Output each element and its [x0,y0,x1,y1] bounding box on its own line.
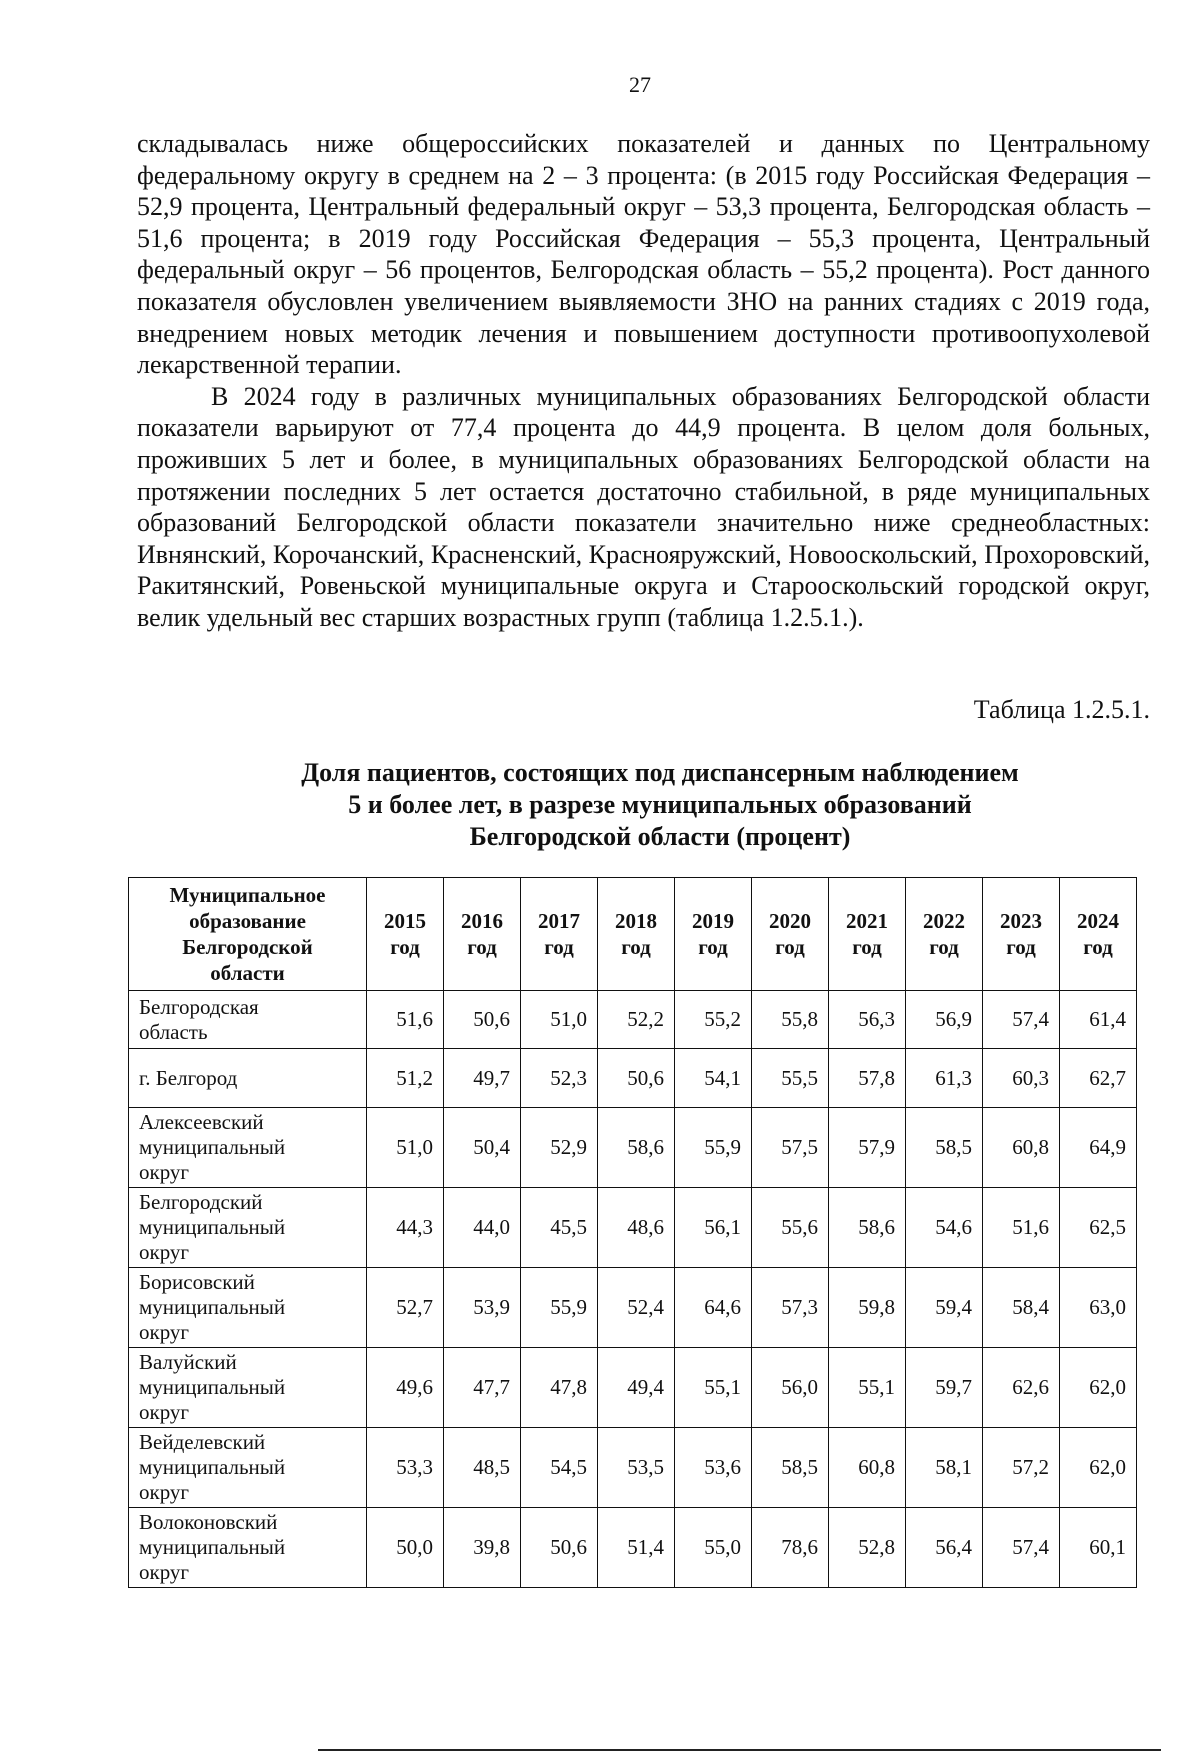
cell-value: 59,7 [906,1348,983,1428]
cell-value: 58,5 [906,1108,983,1188]
cell-value: 53,6 [675,1428,752,1508]
cell-value: 57,2 [983,1428,1060,1508]
header-year: 2019 год [675,878,752,991]
table-row [129,1268,1137,1348]
row-name: Волоконовский муниципальный округ [129,1508,367,1588]
cell-value: 47,8 [521,1348,598,1428]
cell-value: 62,7 [1060,1049,1137,1108]
cell-value: 50,6 [598,1049,675,1108]
cell-value: 58,6 [829,1188,906,1268]
cell-value: 56,0 [752,1348,829,1428]
table-row [129,1049,1137,1108]
header-year: 2017 год [521,878,598,991]
cell-value: 55,6 [752,1188,829,1268]
cell-value: 44,0 [444,1188,521,1268]
cell-value: 52,9 [521,1108,598,1188]
cell-value: 50,0 [367,1508,444,1588]
cell-value: 53,9 [444,1268,521,1348]
cell-value: 54,1 [675,1049,752,1108]
cell-value: 51,2 [367,1049,444,1108]
cell-value: 63,0 [1060,1268,1137,1348]
cell-value: 62,5 [1060,1188,1137,1268]
table-row [129,1188,1137,1268]
cell-value: 53,5 [598,1428,675,1508]
cell-value: 52,7 [367,1268,444,1348]
cell-value: 59,8 [829,1268,906,1348]
table-header-row [129,878,1137,991]
table-title-line: 5 и более лет, в разрезе муниципальных образований [348,790,972,819]
cell-value: 58,1 [906,1428,983,1508]
table-title-line: Белгородской области (процент) [469,822,851,851]
cell-value: 59,4 [906,1268,983,1348]
row-name: Белгородская область [129,991,367,1049]
page-number: 27 [629,72,651,97]
cell-value: 56,9 [906,991,983,1049]
cell-value: 52,8 [829,1508,906,1588]
cell-value: 55,8 [752,991,829,1049]
row-name: Борисовский муниципальный округ [129,1268,367,1348]
header-year: 2016 год [444,878,521,991]
cell-value: 60,8 [829,1428,906,1508]
header-year: 2015 год [367,878,444,991]
header-year: 2020 год [752,878,829,991]
cell-value: 58,5 [752,1428,829,1508]
paragraph: В 2024 году в различных муниципальных образованиях Белгородской области показатели варьируют от 77,4 процента до 44,9 процента. В целом доля больных, проживших 5 лет и более, в муниципальных образованиях Белгородской области на протяжении последних 5 лет остается достаточно стабильной, в ряде муниципальных образований Белгородской области показатели значительно ниже среднеобластных: Ивнянский, Корочанский, Красненский, Краснояружский, Новооскольский, Прохоровский, Ракитянский, Ровеньской муниципальные округа и Старооскольский городской округ, велик удельный вес старших возрастных групп (таблица 1.2.5.1.). [137,381,1150,632]
row-name: Алексеевский муниципальный округ [129,1108,367,1188]
cell-value: 44,3 [367,1188,444,1268]
cell-value: 51,0 [521,991,598,1049]
cell-value: 56,4 [906,1508,983,1588]
cell-value: 55,5 [752,1049,829,1108]
cell-value: 51,6 [367,991,444,1049]
cell-value: 50,6 [444,991,521,1049]
cell-value: 51,6 [983,1188,1060,1268]
data-table [128,877,1137,1588]
cell-value: 55,9 [675,1108,752,1188]
cell-value: 78,6 [752,1508,829,1588]
cell-value: 55,1 [829,1348,906,1428]
cell-value: 51,4 [598,1508,675,1588]
cell-value: 62,0 [1060,1428,1137,1508]
cell-value: 55,9 [521,1268,598,1348]
cell-value: 52,4 [598,1268,675,1348]
row-name: Белгородский муниципальный округ [129,1188,367,1268]
cell-value: 62,0 [1060,1348,1137,1428]
cell-value: 49,4 [598,1348,675,1428]
cell-value: 48,5 [444,1428,521,1508]
table-row [129,991,1137,1049]
cell-value: 54,5 [521,1428,598,1508]
cell-value: 56,3 [829,991,906,1049]
cell-value: 52,3 [521,1049,598,1108]
cell-value: 60,8 [983,1108,1060,1188]
cell-value: 57,5 [752,1108,829,1188]
body-text [137,128,1150,634]
cell-value: 55,1 [675,1348,752,1428]
table-title-line: Доля пациентов, состоящих под диспансерным наблюдением [301,758,1019,787]
row-name: Вейделевский муниципальный округ [129,1428,367,1508]
cell-value: 57,9 [829,1108,906,1188]
cell-value: 49,7 [444,1049,521,1108]
table-row [129,1348,1137,1428]
table-row [129,1108,1137,1188]
cell-value: 57,4 [983,1508,1060,1588]
cell-value: 64,6 [675,1268,752,1348]
cell-value: 57,3 [752,1268,829,1348]
cell-value: 55,0 [675,1508,752,1588]
header-year: 2023 год [983,878,1060,991]
cell-value: 51,0 [367,1108,444,1188]
cell-value: 55,2 [675,991,752,1049]
table-label: Таблица 1.2.5.1. [973,695,1150,724]
cell-value: 45,5 [521,1188,598,1268]
cell-value: 53,3 [367,1428,444,1508]
cell-value: 50,6 [521,1508,598,1588]
cell-value: 50,4 [444,1108,521,1188]
cell-value: 52,2 [598,991,675,1049]
header-year: 2018 год [598,878,675,991]
cell-value: 60,1 [1060,1508,1137,1588]
header-year: 2024 год [1060,878,1137,991]
cell-value: 39,8 [444,1508,521,1588]
table-title [250,757,1070,853]
row-name: г. Белгород [129,1049,367,1108]
cell-value: 56,1 [675,1188,752,1268]
cell-value: 62,6 [983,1348,1060,1428]
cell-value: 61,3 [906,1049,983,1108]
header-year: 2021 год [829,878,906,991]
header-year: 2022 год [906,878,983,991]
cell-value: 58,6 [598,1108,675,1188]
cell-value: 47,7 [444,1348,521,1428]
cell-value: 57,4 [983,991,1060,1049]
table-row [129,1428,1137,1508]
table-row [129,1508,1137,1588]
header-municipality: Муниципальное образование Белгородской области [129,878,367,991]
footer-divider [318,1749,1161,1751]
cell-value: 49,6 [367,1348,444,1428]
cell-value: 64,9 [1060,1108,1137,1188]
cell-value: 61,4 [1060,991,1137,1049]
cell-value: 48,6 [598,1188,675,1268]
row-name: Валуйский муниципальный округ [129,1348,367,1428]
cell-value: 54,6 [906,1188,983,1268]
cell-value: 60,3 [983,1049,1060,1108]
cell-value: 58,4 [983,1268,1060,1348]
cell-value: 57,8 [829,1049,906,1108]
paragraph: складывалась ниже общероссийских показателей и данных по Центральному федеральному округу в среднем на 2 – 3 процента: (в 2015 году Российская Федерация – 52,9 процента, Центральный федеральный округ – 53,3 процента, Белгородская область – 51,6 процента; в 2019 году Российская Федерация – 55,3 процента, Центральный федеральный округ – 56 процентов, Белгородская область – 55,2 процента). Рост данного показателя обусловлен увеличением выявляемости ЗНО на ранних стадиях с 2019 года, внедрением новых методик лечения и повышением доступности противоопухолевой лекарственной терапии. [137,129,1150,380]
